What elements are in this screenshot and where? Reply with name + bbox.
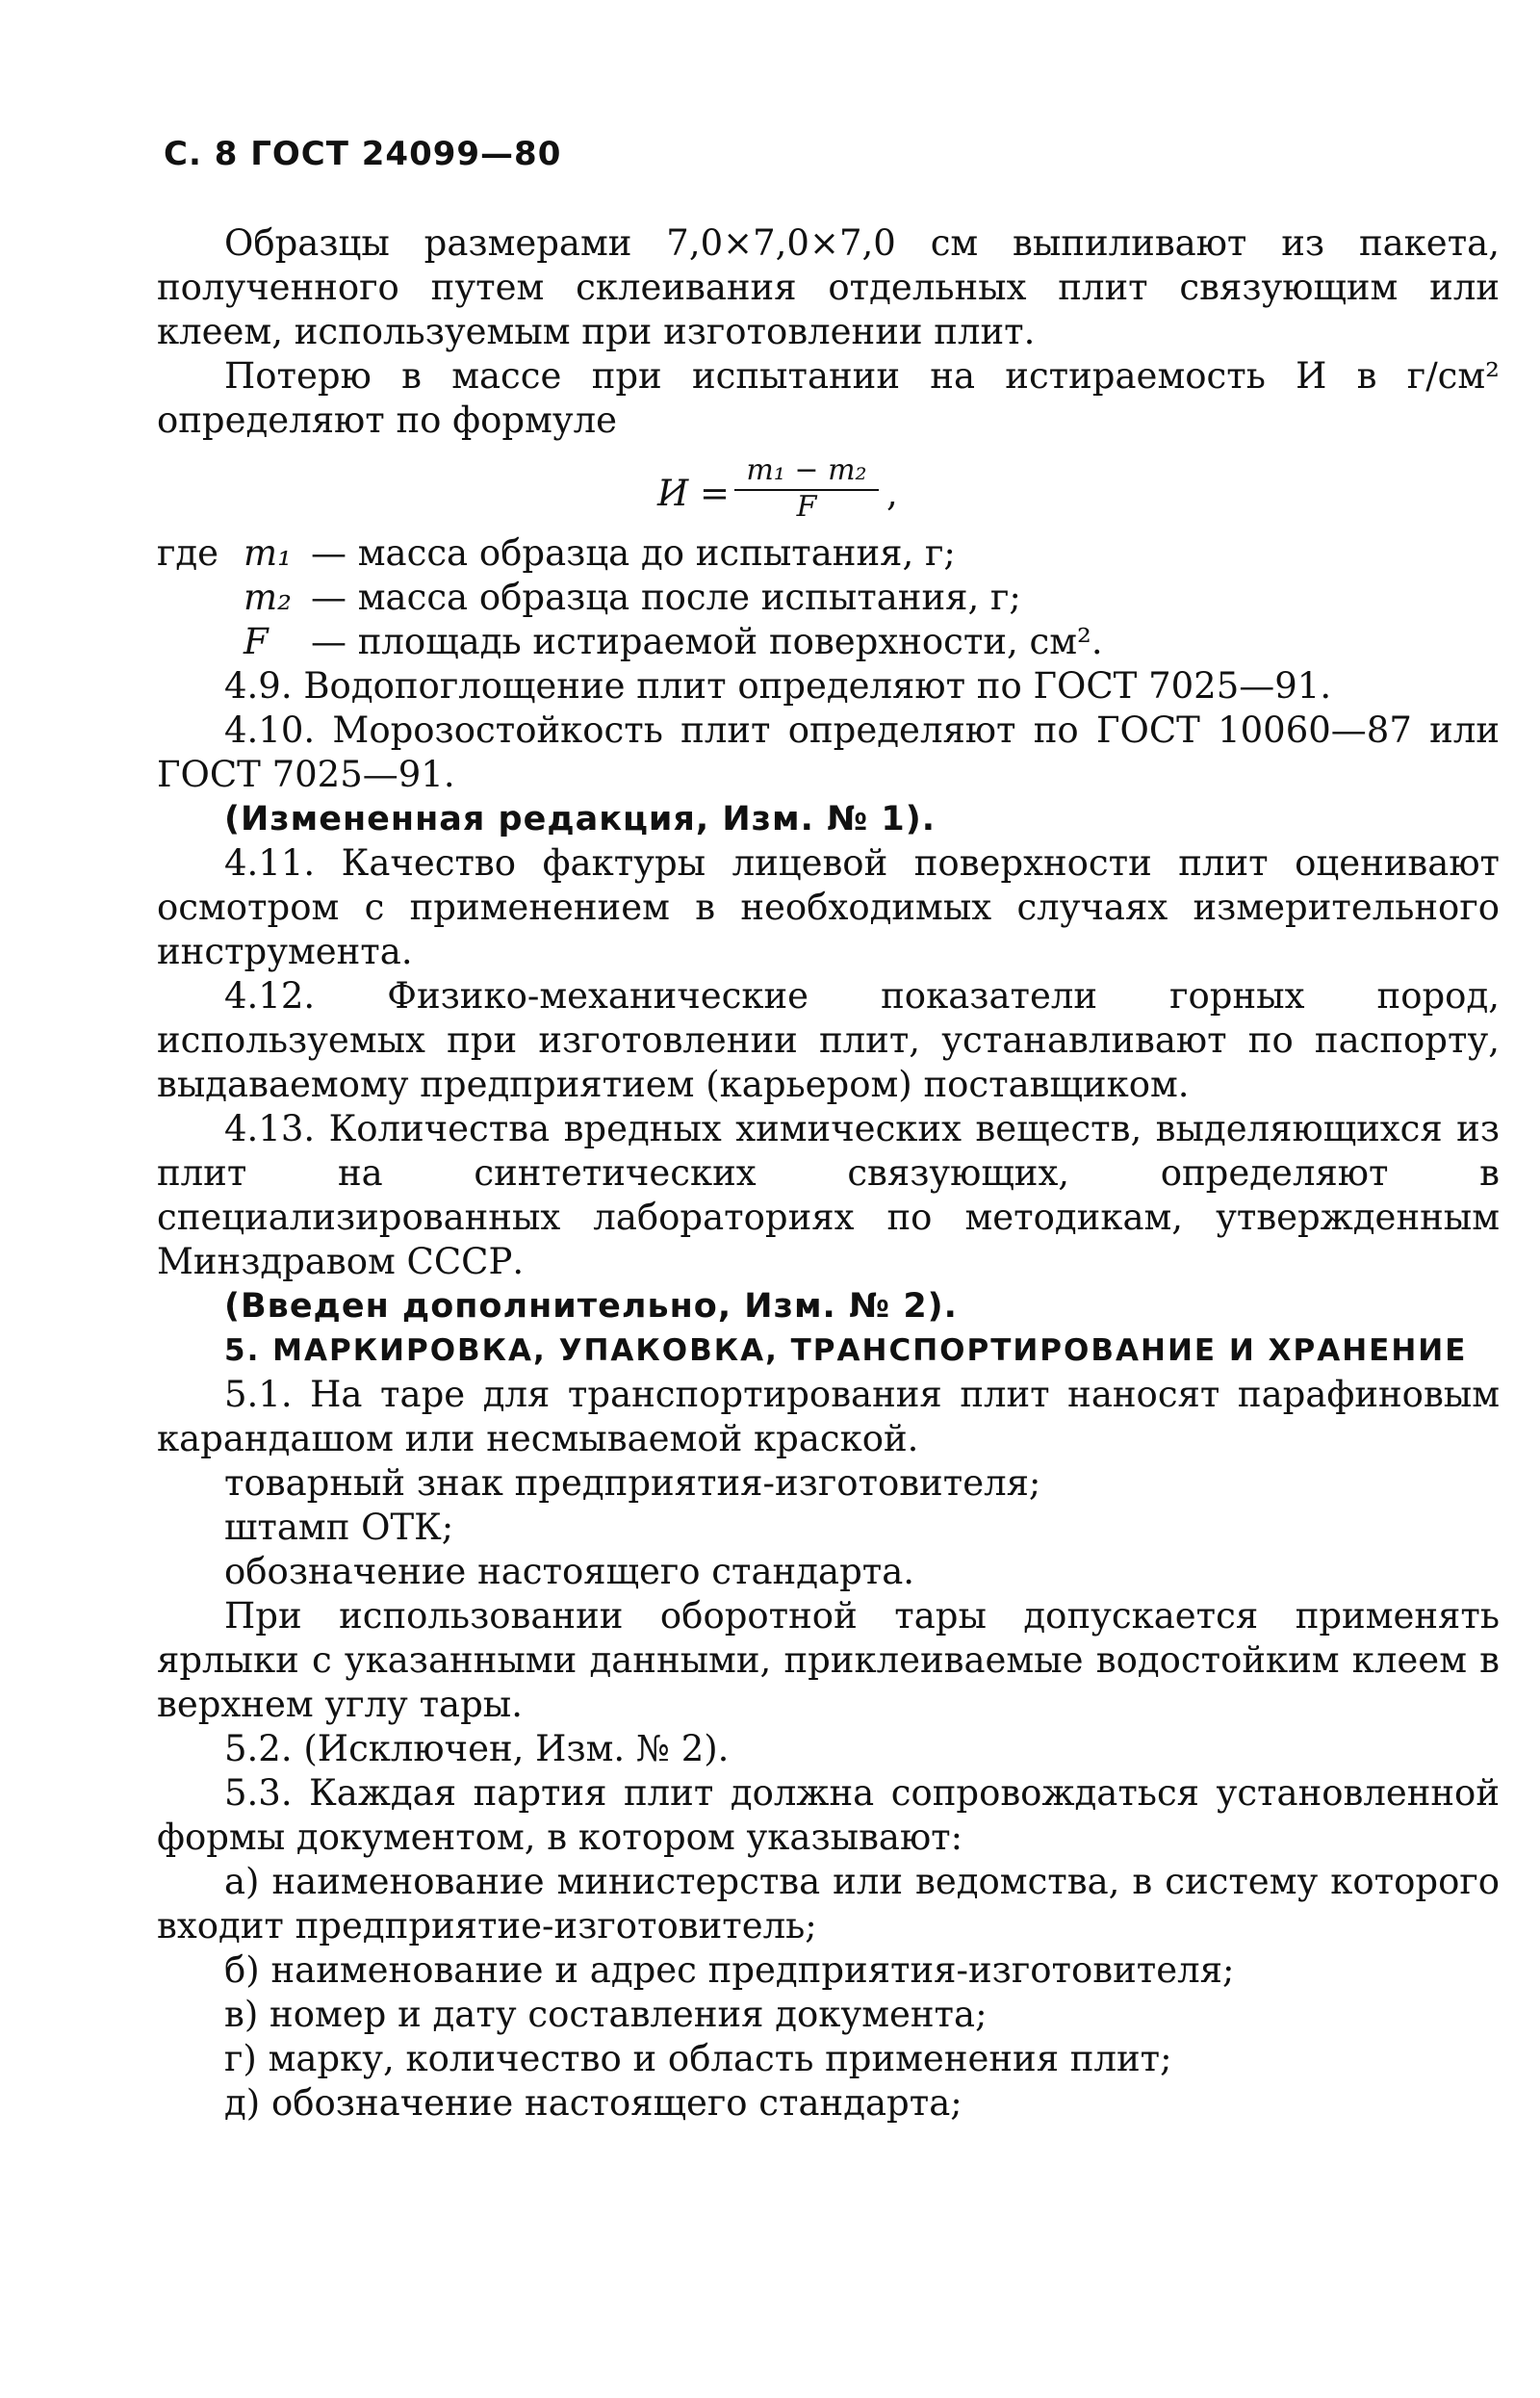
marking-list-item: обозначение настоящего стандарта. (224, 1551, 915, 1592)
definition-text: — площадь истираемой поверхности, см². (311, 621, 1103, 662)
section-5-title: 5. МАРКИРОВКА, УПАКОВКА, ТРАНСПОРТИРОВАНИЕ И ХРАНЕНИЕ (224, 1333, 1468, 1368)
marking-list-item: штамп ОТК; (224, 1507, 454, 1548)
definition-symbol: m₂ (244, 577, 292, 618)
document-list-item: а) наименование министерства или ведомства, в систему которого входит предприятие-изготовитель; (157, 1861, 1500, 1947)
definition-symbol: F (244, 621, 269, 662)
document-body (157, 221, 1500, 2126)
document-list-item: д) обозначение настоящего стандарта; (224, 2082, 962, 2124)
clause-5-3: 5.3. Каждая партия плит должна сопровождаться установленной формы документом, в котором указывают: (157, 1772, 1500, 1858)
formula-fraction (734, 454, 879, 524)
amendment-note-1: (Измененная редакция, Изм. № 1). (224, 800, 937, 838)
definition-text: — масса образца до испытания, г; (311, 532, 956, 574)
paragraph-returnable-tare: При использовании оборотной тары допускается применять ярлыки с указанными данными, приклеиваемые водостойким клеем в верхнем углу тары. (157, 1595, 1500, 1725)
clause-5-2: 5.2. (Исключен, Изм. № 2). (224, 1728, 730, 1769)
marking-list-item: товарный знак предприятия-изготовителя; (224, 1462, 1041, 1504)
clause-5-1: 5.1. На таре для транспортирования плит наносят парафиновым карандашом или несмываемой краской. (157, 1374, 1500, 1459)
amendment-note-2: (Введен дополнительно, Изм. № 2). (224, 1287, 958, 1326)
document-list-item: в) номер и дату составления документа; (224, 1994, 988, 2035)
clause-4-10: 4.10. Морозостойкость плит определяют по ГОСТ 10060—87 или ГОСТ 7025—91. (157, 709, 1500, 795)
abrasion-formula (157, 454, 1500, 522)
clause-4-12: 4.12. Физико-механические показатели горных пород, используемых при изготовлении плит, устанавливают по паспорту, выдаваемому предприятием (карьером) поставщиком. (157, 975, 1500, 1105)
document-list-item: б) наименование и адрес предприятия-изготовителя; (224, 1949, 1235, 1991)
formula-trail: , (886, 473, 898, 514)
clause-4-13: 4.13. Количества вредных химических веществ, выделяющихся из плит на синтетических связующих, определяют в специализированных лабораториях по методикам, утвержденным Минздравом СССР. (157, 1108, 1500, 1282)
definition-row (157, 620, 1500, 664)
paragraph-sample-size: Образцы размерами 7,0×7,0×7,0 см выпиливают из пакета, полученного путем склеивания отдельных плит связующим или клеем, используемым при изготовлении плит. (157, 222, 1500, 352)
definition-lead: где (157, 532, 219, 574)
definition-symbol: m₁ (244, 532, 292, 574)
clause-4-11: 4.11. Качество фактуры лицевой поверхности плит оценивают осмотром с применением в необходимых случаях измерительного инструмента. (157, 842, 1500, 972)
formula-lhs: И = (657, 473, 731, 514)
paragraph-mass-loss: Потерю в массе при испытании на истираемость И в г/см² определяют по формуле (157, 355, 1500, 441)
formula-definitions (157, 531, 1500, 664)
clause-4-9: 4.9. Водопоглощение плит определяют по ГОСТ 7025—91. (224, 665, 1332, 707)
formula-numerator: m₁ − m₂ (734, 454, 879, 491)
page-header: С. 8 ГОСТ 24099—80 (164, 135, 562, 173)
definition-row (157, 576, 1500, 620)
formula-denominator: F (796, 490, 817, 524)
definition-row (157, 531, 1500, 576)
definition-text: — масса образца после испытания, г; (311, 577, 1021, 618)
document-list-item: г) марку, количество и область применения плит; (224, 2038, 1172, 2079)
